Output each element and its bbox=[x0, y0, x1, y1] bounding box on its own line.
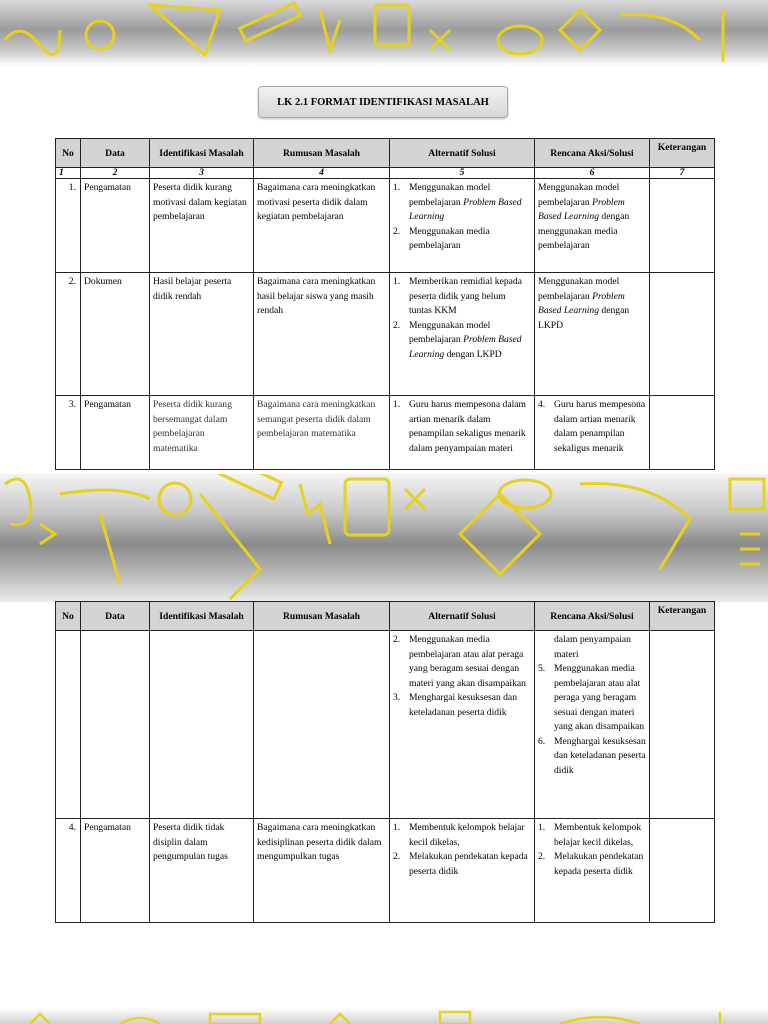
column-number: 3 bbox=[150, 168, 254, 179]
row-number: 3. bbox=[56, 396, 81, 470]
row-data bbox=[81, 631, 150, 819]
row-data: Dokumen bbox=[81, 273, 150, 396]
list-item: 2. Menggunakan model pembelajaran Problem Based Learning dengan LKPD bbox=[393, 319, 522, 360]
table-row bbox=[56, 631, 715, 819]
table-row bbox=[56, 819, 715, 923]
row-identifikasi bbox=[150, 631, 254, 819]
header-data: Data bbox=[81, 139, 150, 168]
header-keterangan: Keterangan bbox=[650, 602, 715, 631]
table-header-row bbox=[56, 602, 715, 631]
header-no: No bbox=[56, 602, 81, 631]
column-number-row bbox=[56, 168, 715, 179]
row-identifikasi: Peserta didik tidak disiplin dalam pengumpulan tugas bbox=[150, 819, 254, 923]
row-data: Pengamatan bbox=[81, 179, 150, 273]
list-item: 1. Membentuk kelompok belajar kecil dikelas, bbox=[393, 822, 525, 848]
table-header-row bbox=[56, 139, 715, 168]
row-keterangan bbox=[650, 179, 715, 273]
row-solusi bbox=[390, 273, 535, 396]
column-number: 2 bbox=[81, 168, 150, 179]
list-item: 1. Guru harus mempesona dalam artian menarik dalam penampilan sekaligus menarik dalam penyampaian materi bbox=[393, 399, 526, 454]
header-data: Data bbox=[81, 602, 150, 631]
mid-math-banner bbox=[0, 474, 768, 602]
row-data: Pengamatan bbox=[81, 396, 150, 470]
row-number: 1. bbox=[56, 179, 81, 273]
header-identifikasi: Identifikasi Masalah bbox=[150, 602, 254, 631]
row-solusi bbox=[390, 631, 535, 819]
row-rumusan bbox=[254, 631, 390, 819]
row-rumusan: Bagaimana cara meningkatkan motivasi peserta didik dalam kegiatan pembelajaran bbox=[254, 179, 390, 273]
header-solusi: Alternatif Solusi bbox=[390, 139, 535, 168]
list-item: 5. Menggunakan media pembelajaran atau alat peraga yang beragam sesuai dengan materi yang akan disampaikan bbox=[538, 663, 645, 732]
row-identifikasi: Hasil belajar peserta didik rendah bbox=[150, 273, 254, 396]
row-identifikasi: Peserta didik kurang motivasi dalam kegiatan pembelajaran bbox=[150, 179, 254, 273]
table-row bbox=[56, 273, 715, 396]
row-aksi bbox=[535, 631, 650, 819]
header-no: No bbox=[56, 139, 81, 168]
row-keterangan bbox=[650, 273, 715, 396]
row-aksi bbox=[535, 819, 650, 923]
header-aksi: Rencana Aksi/Solusi bbox=[535, 139, 650, 168]
header-keterangan: Keterangan bbox=[650, 139, 715, 168]
row-keterangan bbox=[650, 631, 715, 819]
list-item: 2. Menggunakan media pembelajaran atau alat peraga yang beragam sesuai dengan materi yang akan disampaikan bbox=[393, 634, 526, 689]
list-item: 2. Melakukan pendekatan kepada peserta didik bbox=[393, 851, 528, 877]
header-solusi: Alternatif Solusi bbox=[390, 602, 535, 631]
column-number: 7 bbox=[650, 168, 715, 179]
list-item: 1. Membentuk kelompok belajar kecil dikelas, bbox=[538, 822, 642, 848]
row-solusi bbox=[390, 396, 535, 470]
row-aksi: Menggunakan model pembelajaran Problem Based Learning dengan menggunakan media pembelajaran bbox=[535, 179, 650, 273]
row-data: Pengamatan bbox=[81, 819, 150, 923]
row-number: 2. bbox=[56, 273, 81, 396]
math-ornament-icons bbox=[0, 0, 768, 66]
column-number: 4 bbox=[254, 168, 390, 179]
row-aksi: Menggunakan model pembelajaran Problem Based Learning dengan LKPD bbox=[535, 273, 650, 396]
list-item: 3. Menghargai kesuksesan dan keteladanan peserta didik bbox=[393, 692, 517, 718]
header-aksi: Rencana Aksi/Solusi bbox=[535, 602, 650, 631]
header-identifikasi: Identifikasi Masalah bbox=[150, 139, 254, 168]
row-rumusan: Bagaimana cara meningkatkan semangat peserta didik dalam pembelajaran matematika bbox=[254, 396, 390, 470]
row-keterangan bbox=[650, 396, 715, 470]
row-aksi bbox=[535, 396, 650, 470]
identification-table-part-2 bbox=[55, 601, 715, 923]
list-item: 1. Memberikan remidial kepada peserta didik yang belum tuntas KKM bbox=[393, 276, 522, 316]
list-item: 4. Guru harus mempesona dalam artian menarik dalam penampilan sekaligus menarik bbox=[538, 399, 646, 454]
header-rumusan: Rumusan Masalah bbox=[254, 602, 390, 631]
column-number: 1 bbox=[56, 168, 81, 179]
list-item: 1. Menggunakan model pembelajaran Problem Based Learning bbox=[393, 182, 522, 222]
row-identifikasi: Peserta didik kurang bersemangat dalam pembelajaran matematika bbox=[150, 396, 254, 470]
table-row bbox=[56, 179, 715, 273]
list-item: 6. Menghargai kesuksesan dan keteladanan peserta didik bbox=[538, 735, 646, 776]
math-ornament-icons bbox=[0, 474, 768, 602]
header-rumusan: Rumusan Masalah bbox=[254, 139, 390, 168]
row-keterangan bbox=[650, 819, 715, 923]
identification-table-part-1 bbox=[55, 138, 715, 470]
math-ornament-icons bbox=[0, 1008, 768, 1024]
list-item: 2. Melakukan pendekatan kepada peserta didik bbox=[538, 851, 644, 877]
aksi-continuation: dalam penyampaian materi bbox=[554, 634, 631, 660]
column-number: 6 bbox=[535, 168, 650, 179]
column-number: 5 bbox=[390, 168, 535, 179]
row-number bbox=[56, 631, 81, 819]
table-row bbox=[56, 396, 715, 470]
row-solusi bbox=[390, 179, 535, 273]
list-item: 2. Menggunakan media pembelajaran bbox=[393, 225, 490, 251]
row-number: 4. bbox=[56, 819, 81, 923]
row-rumusan: Bagaimana cara meningkatkan hasil belajar siswa yang masih rendah bbox=[254, 273, 390, 396]
row-rumusan: Bagaimana cara meningkatkan kedisiplinan peserta didik dalam mengumpulkan tugas bbox=[254, 819, 390, 923]
top-math-banner bbox=[0, 0, 768, 66]
row-solusi bbox=[390, 819, 535, 923]
page-title: LK 2.1 FORMAT IDENTIFIKASI MASALAH bbox=[258, 86, 508, 118]
bottom-math-banner bbox=[0, 1008, 768, 1024]
